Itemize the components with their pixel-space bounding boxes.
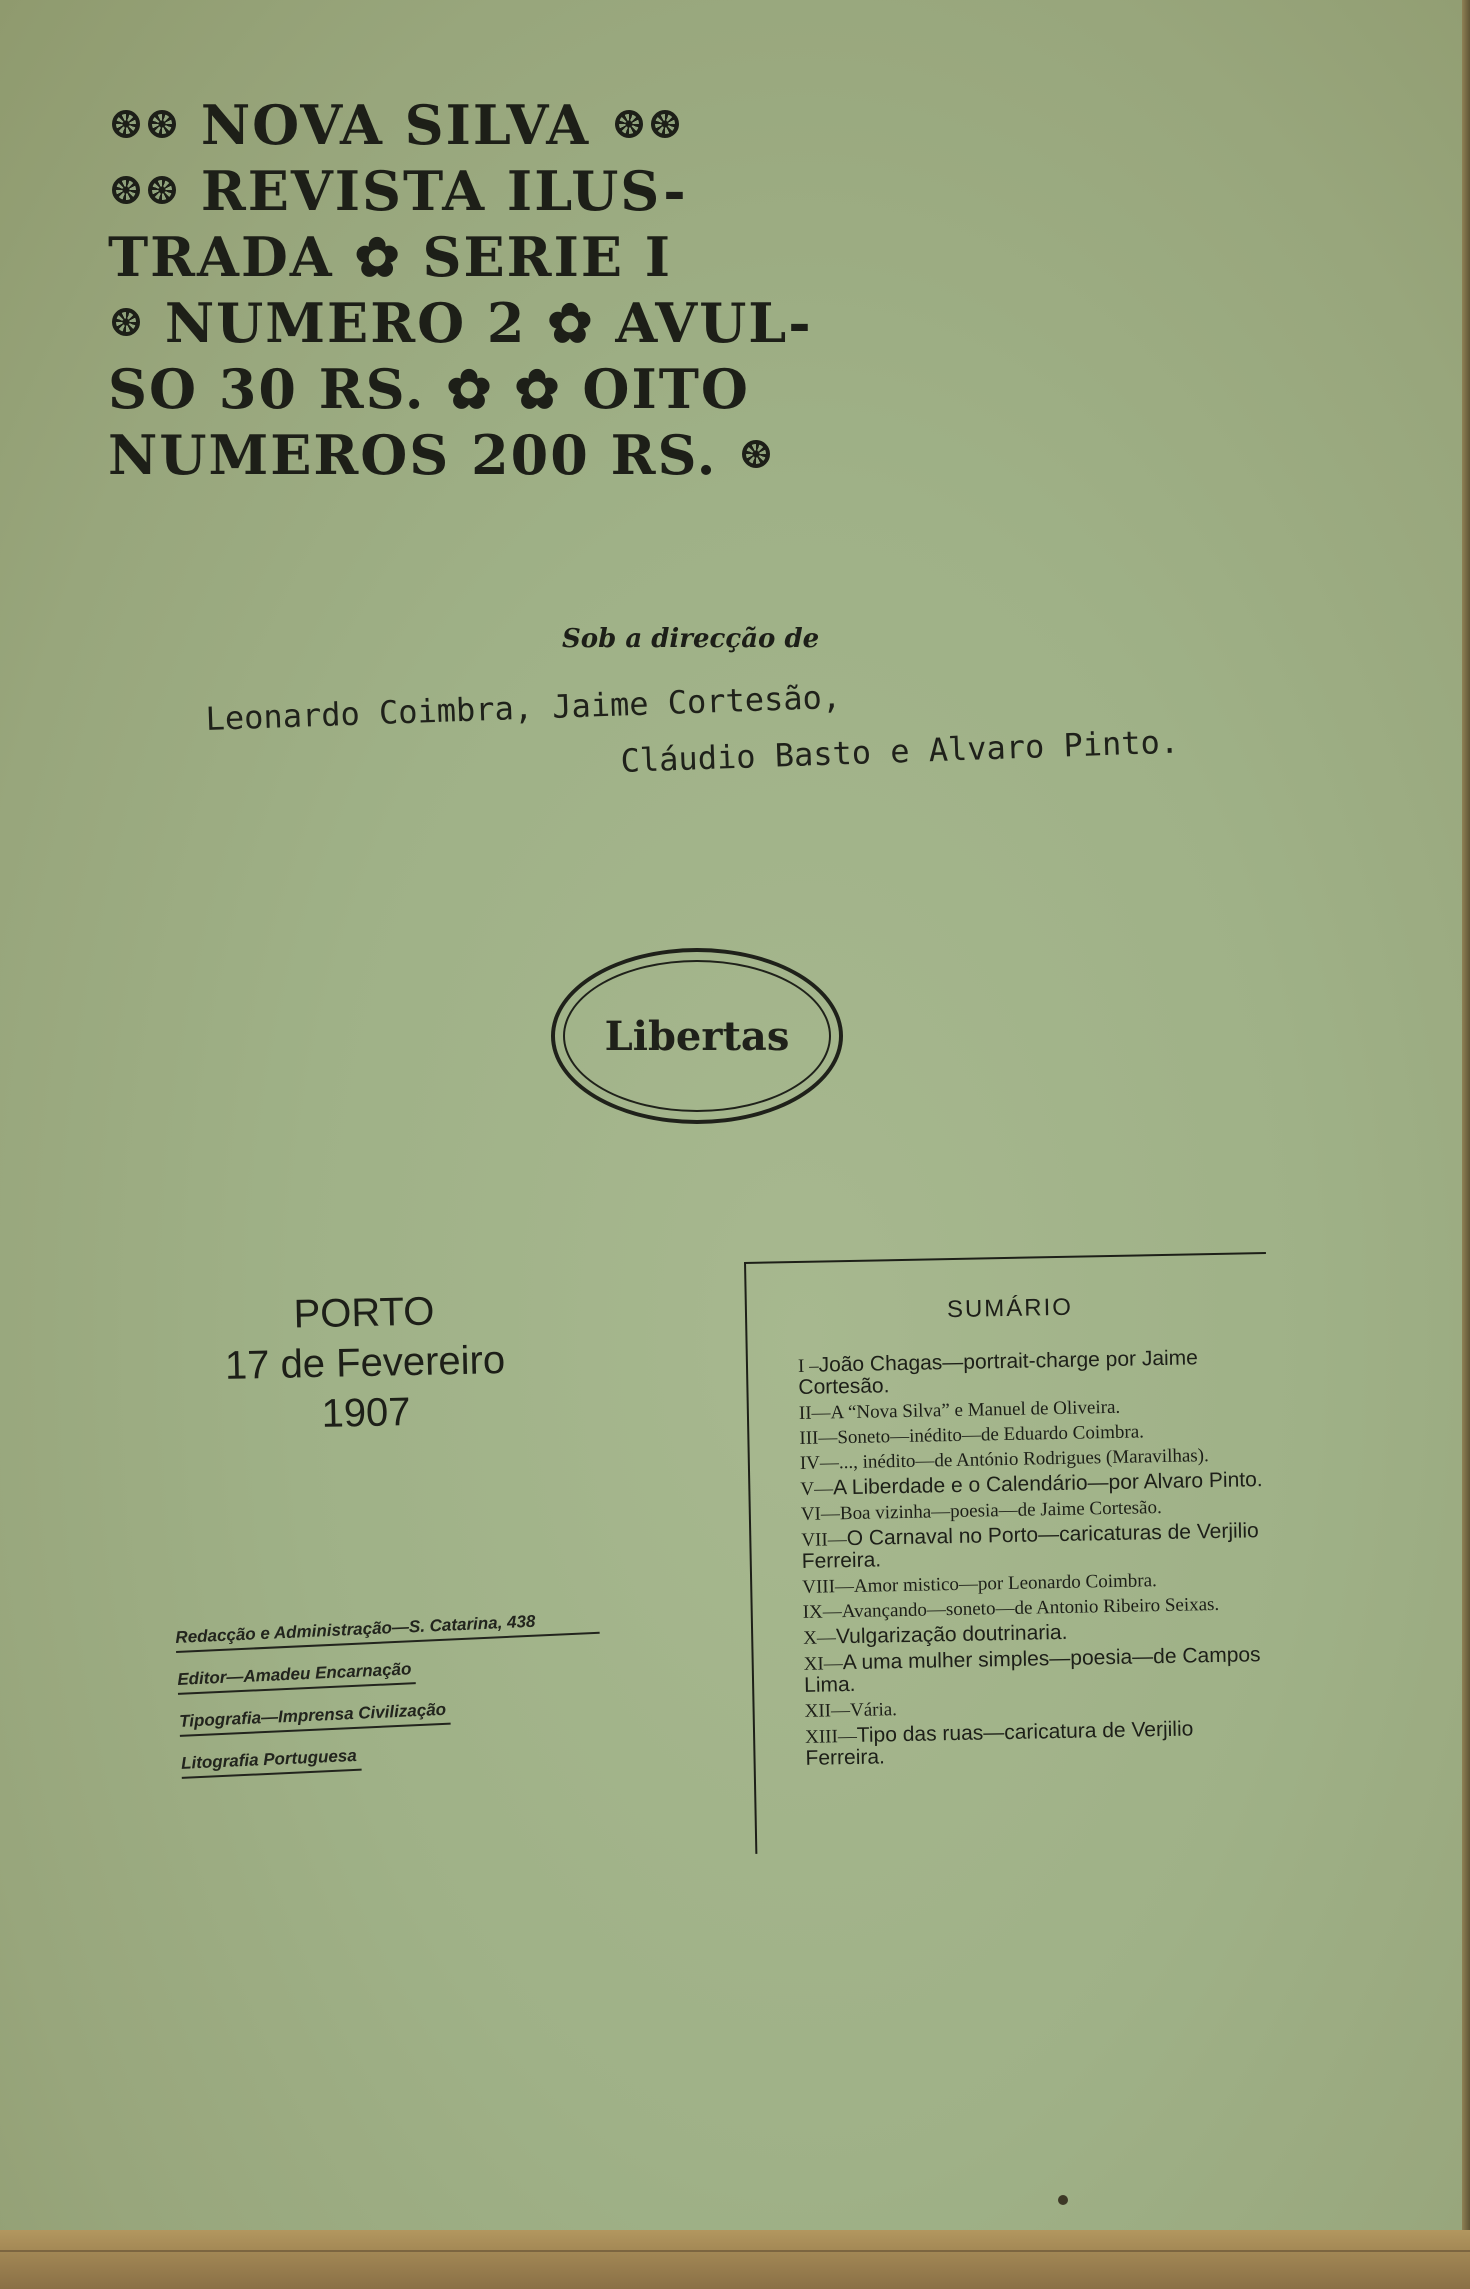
rosette-icon	[112, 110, 140, 138]
rosette-icon	[651, 110, 679, 138]
summary-title: SUMÁRIO	[946, 1293, 1074, 1324]
imprint-lithography: Litografia Portuguesa	[181, 1746, 362, 1779]
list-item: VI—Boa vizinha—poesia—de Jaime Cortesão.	[800, 1497, 1162, 1525]
rosette-icon	[742, 440, 770, 468]
directors-line-2: Cláudio Basto e Alvaro Pinto.	[620, 722, 1180, 780]
rosette-icon	[615, 110, 643, 138]
masthead-line-5: SO 30 RS. ✿ ✿ OITO	[108, 357, 750, 421]
directors-line-1: Leonardo Coimbra, Jaime Cortesão,	[205, 677, 842, 738]
place-date	[178, 1284, 551, 1442]
masthead	[108, 92, 813, 488]
page-edge-bottom	[0, 2230, 1470, 2289]
summary-box	[744, 1252, 1277, 1854]
masthead-line-2: REVISTA ILUS-	[108, 158, 748, 224]
libertas-text: Libertas	[604, 1012, 790, 1060]
list-item: IV—..., inédito—de António Rodrigues (Maravilhas).	[799, 1445, 1209, 1474]
list-item: VII—O Carnaval no Porto—caricaturas de Verjilio Ferreira.	[801, 1519, 1259, 1573]
list-item: II—A “Nova Silva” e Manuel de Oliveira.	[798, 1396, 1121, 1424]
summary-list	[798, 1346, 1271, 1774]
masthead-line-4: NUMERO 2 ✿ AVUL-	[108, 290, 748, 356]
list-item: V—A Liberdade e o Calendário—por Alvaro Pinto.	[800, 1468, 1263, 1500]
rosette-icon	[112, 176, 140, 204]
list-item: XIII—Tipo das ruas—caricatura de Verjilio Ferreira.	[804, 1717, 1194, 1770]
libertas-stamp	[551, 948, 843, 1124]
list-item: IX—Avançando—soneto—de Antonio Ribeiro Seixas.	[802, 1593, 1220, 1623]
masthead-line-1: NOVA SILVA	[108, 92, 748, 158]
list-item: III—Soneto—inédito—de Eduardo Coimbra.	[799, 1421, 1145, 1449]
imprint-editor: Editor—Amadeu Encarnação	[177, 1659, 416, 1695]
list-item: X—Vulgarização doutrinaria.	[803, 1620, 1068, 1649]
list-item: VIII—Amor mistico—por Leonardo Coimbra.	[802, 1570, 1157, 1598]
masthead-line-6: NUMEROS 200 RS.	[108, 422, 748, 488]
imprint-address: Redacção e Administração—S. Catarina, 438	[175, 1609, 600, 1653]
masthead-line-3: TRADA ✿ SERIE I	[108, 225, 673, 289]
direction-label: Sob a direcção de	[562, 624, 820, 654]
list-item: XII—Vária.	[804, 1699, 898, 1722]
page-edge-right	[1462, 0, 1470, 2289]
rosette-icon	[148, 176, 176, 204]
year: 1907	[321, 1390, 411, 1436]
imprint-printer: Tipografia—Imprensa Civilização	[179, 1700, 451, 1737]
date: 17 de Fevereiro	[224, 1338, 506, 1388]
list-item: XI—A uma mulher simples—poesia—de Campos Lima.	[803, 1643, 1261, 1697]
imprint-block	[175, 1608, 612, 1795]
list-item: I –João Chagas—portrait-charge por Jaime Cortesão.	[797, 1346, 1199, 1399]
city: PORTO	[293, 1289, 435, 1337]
rosette-icon	[112, 308, 140, 336]
ink-speck	[1058, 2195, 1068, 2205]
rosette-icon	[148, 110, 176, 138]
